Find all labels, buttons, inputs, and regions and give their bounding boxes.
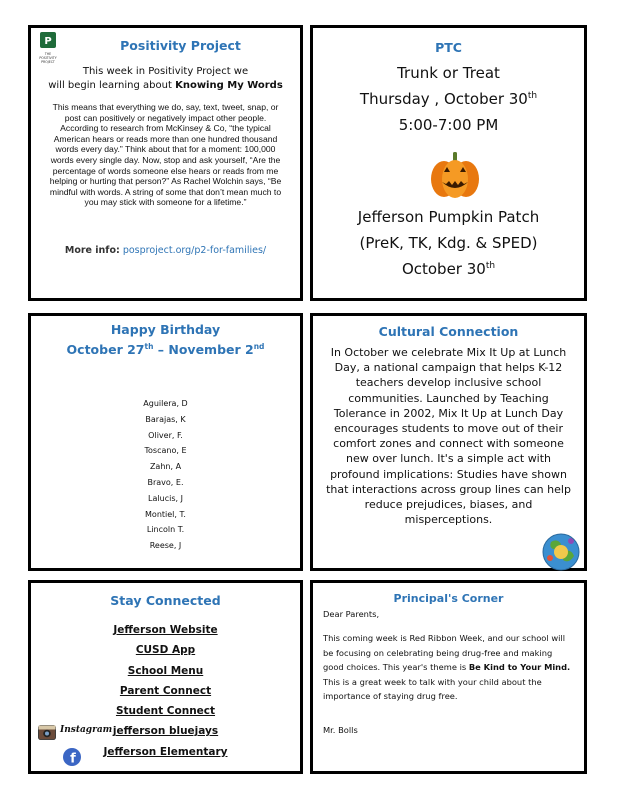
link-instagram[interactable]: jefferson bluejays bbox=[112, 725, 219, 738]
birthday-name: Aguilera, D bbox=[143, 399, 188, 408]
positivity-topic: Knowing My Words bbox=[175, 80, 283, 91]
patch-title: Jefferson Pumpkin Patch bbox=[357, 208, 540, 226]
ptc-event: Trunk or Treat bbox=[397, 64, 500, 82]
principal-paragraph bbox=[323, 631, 574, 704]
ptc-title: PTC bbox=[435, 40, 462, 55]
link-jefferson-website[interactable]: Jefferson Website bbox=[113, 624, 218, 636]
birthday-names bbox=[31, 396, 300, 554]
stay-connected-title: Stay Connected bbox=[110, 593, 221, 608]
principals-corner-panel bbox=[310, 580, 587, 774]
positivity-project-logo bbox=[37, 32, 59, 66]
positivity-project-panel bbox=[28, 25, 303, 301]
stay-connected-panel bbox=[28, 580, 303, 774]
paragraph-end: This is a great week to talk with your child about the importance of staying drug free. bbox=[323, 676, 542, 701]
instagram-icon bbox=[38, 725, 56, 740]
svg-text:P: P bbox=[44, 36, 52, 47]
birthday-name: Montiel, T. bbox=[145, 509, 186, 519]
patch-date-text: October 30 bbox=[401, 260, 486, 278]
birthday-name: Oliver, F. bbox=[148, 430, 183, 440]
ptc-date-text: Thursday , October 30 bbox=[359, 90, 528, 108]
link-student-connect[interactable]: Student Connect bbox=[115, 705, 216, 718]
link-facebook[interactable]: Jefferson Elementary bbox=[103, 745, 228, 758]
svg-text:PROJECT: PROJECT bbox=[41, 60, 55, 64]
svg-text:THE: THE bbox=[44, 52, 52, 56]
svg-text:f: f bbox=[70, 751, 76, 766]
instagram-label: Instagram bbox=[60, 725, 113, 735]
birthday-name: Lincoln T. bbox=[146, 525, 185, 535]
principal-greeting: Dear Parents, bbox=[323, 609, 380, 619]
birthday-name: Reese, J bbox=[149, 541, 182, 551]
birthday-name: Bravo, E. bbox=[147, 477, 184, 487]
link-cusd-app[interactable]: CUSD App bbox=[135, 644, 196, 657]
pumpkin-icon bbox=[429, 150, 481, 202]
link-school-menu[interactable]: School Menu bbox=[127, 664, 204, 677]
ptc-date bbox=[313, 90, 584, 108]
birthday-name: Barajas, K bbox=[145, 414, 186, 424]
svg-text:POSITIVITY: POSITIVITY bbox=[39, 56, 57, 60]
ptc-panel bbox=[310, 25, 587, 301]
cultural-connection-panel bbox=[310, 313, 587, 571]
paragraph-start: This coming week is Red Ribbon Week, and our school will be focusing on celebrating being drug-free and making good choices. This year's theme is bbox=[323, 633, 566, 672]
positivity-body: This means that everything we do, say, text, tweet, snap, or post can positively or negatively impact other people. According to research from McKinsey & Co, “the typical American hears or reads more than one hundred thousand words every day.” Think about that for a moment: 100,000 words every single day. Now, stop and ask yourself, “Are the percentage of words someone else hears or reads from me helping or hurting that person?” As Rachel Wolchin says, “Be mindful with words. A string of some that don’t mean much to you may stick with someone for a lifetime.” bbox=[49, 102, 282, 208]
birthday-name: Toscano, E bbox=[144, 446, 187, 456]
range-start: October 27 bbox=[66, 342, 145, 358]
principal-signature: Mr. Bolls bbox=[323, 725, 358, 735]
birthday-name: Lalucis, J bbox=[148, 493, 183, 503]
connected-links bbox=[31, 620, 300, 762]
more-info-label: More info: bbox=[64, 245, 120, 256]
range-end-sup: nd bbox=[253, 342, 265, 351]
range-start-sup: th bbox=[144, 342, 154, 351]
patch-date-sup: th bbox=[485, 261, 496, 271]
ptc-time: 5:00-7:00 PM bbox=[398, 116, 499, 134]
birthday-panel bbox=[28, 313, 303, 571]
red-ribbon-theme: Be Kind to Your Mind. bbox=[468, 662, 571, 672]
birthday-range bbox=[31, 342, 300, 357]
ptc-date-sup: th bbox=[527, 91, 538, 101]
birthday-name: Zahn, A bbox=[149, 462, 182, 472]
link-parent-connect[interactable]: Parent Connect bbox=[119, 684, 212, 697]
patch-grades: (PreK, TK, Kdg. & SPED) bbox=[359, 234, 538, 252]
range-end: – November 2 bbox=[153, 342, 254, 358]
positivity-intro bbox=[41, 65, 290, 93]
patch-date bbox=[313, 260, 584, 278]
positivity-intro-line1: This week in Positivity Project we bbox=[82, 66, 249, 77]
positivity-title: Positivity Project bbox=[120, 38, 241, 53]
globe-icon bbox=[541, 532, 581, 572]
positivity-intro-prefix: will begin learning about bbox=[48, 80, 172, 91]
principal-title: Principal's Corner bbox=[393, 592, 504, 605]
birthday-title: Happy Birthday bbox=[110, 322, 221, 337]
positivity-intro-line2 bbox=[41, 79, 290, 93]
facebook-icon bbox=[63, 748, 81, 766]
cultural-body: In October we celebrate Mix It Up at Lunch Day, a national campaign that helps K-12 teachers develop inclusive school communities. Launched by Teaching Tolerance in 2002, Mix It Up at Lunch Day encourages students to move out of their comfort zones and connect with someone new over lunch. It's a simple act with profound implications: Studies have shown that interactions across group lines can help reduce prejudices, biases, and misperceptions. bbox=[326, 346, 571, 527]
more-info-link[interactable]: posproject.org/p2-for-families/ bbox=[122, 245, 267, 256]
cultural-title: Cultural Connection bbox=[378, 324, 519, 339]
positivity-more-info bbox=[41, 245, 290, 256]
